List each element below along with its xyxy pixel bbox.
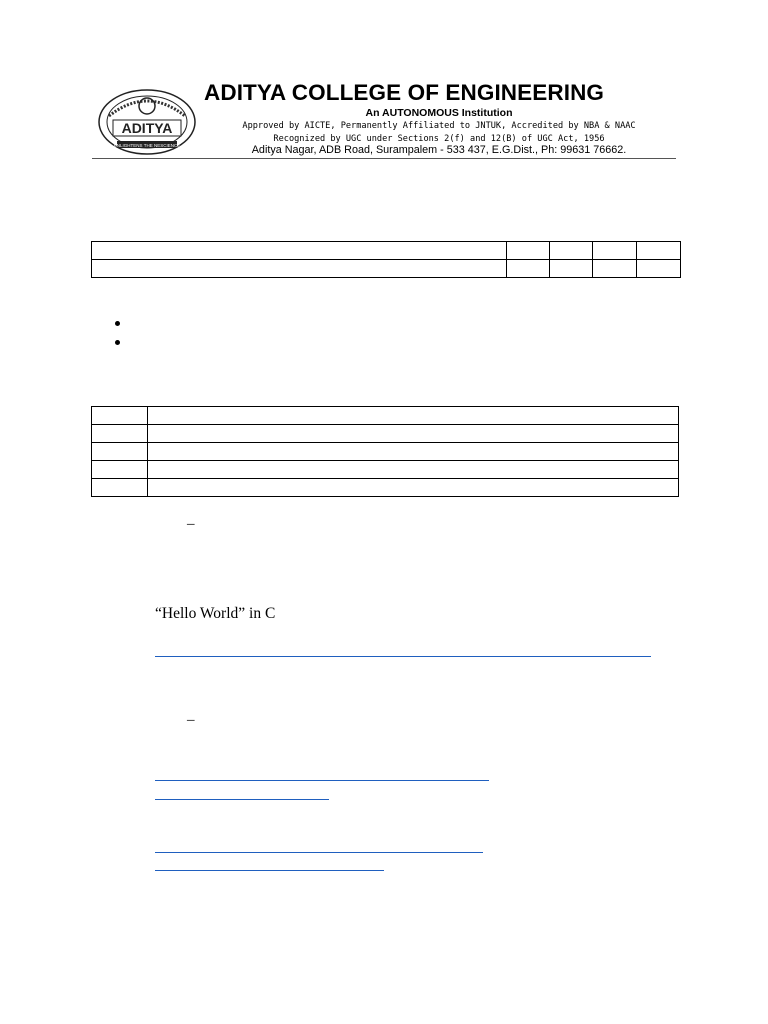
- table-cell: [92, 461, 148, 479]
- college-logo-icon: [95, 86, 199, 156]
- table-row: [92, 443, 679, 461]
- table-cell: [148, 443, 679, 461]
- table-cell: [550, 242, 593, 260]
- table-cell: [92, 407, 148, 425]
- hyperlink[interactable]: [155, 656, 651, 657]
- hyperlink[interactable]: [155, 870, 384, 871]
- college-name: ADITYA COLLEGE OF ENGINEERING: [204, 80, 605, 105]
- table-row: [92, 461, 679, 479]
- hyperlink[interactable]: [155, 852, 483, 853]
- table-cell: [92, 443, 148, 461]
- table-cell: [637, 242, 681, 260]
- table-row: [92, 242, 681, 260]
- svg-text:ADITYA: ADITYA: [121, 120, 173, 136]
- table-cell: [148, 425, 679, 443]
- table-row: [92, 479, 679, 497]
- dash-marker: –: [187, 516, 195, 532]
- table-cell: [92, 260, 507, 278]
- table-cell: [148, 461, 679, 479]
- hello-world-heading: “Hello World” in C: [155, 605, 276, 622]
- approval-line-1: Approved by AICTE, Permanently Affiliated to JNTUK, Accredited by NBA & NAAC: [242, 121, 636, 131]
- hyperlink[interactable]: [155, 780, 489, 781]
- table-cell: [637, 260, 681, 278]
- table-row: [92, 407, 679, 425]
- table-cell: [593, 242, 637, 260]
- course-info-table: [91, 241, 681, 278]
- table-row: [92, 260, 681, 278]
- college-address: Aditya Nagar, ADB Road, Surampalem - 533 437, E.G.Dist., Ph: 99631 76662.: [251, 144, 627, 156]
- table-cell: [92, 479, 148, 497]
- table-cell: [92, 242, 507, 260]
- outcomes-table: [91, 406, 679, 497]
- table-cell: [507, 242, 550, 260]
- approval-text: [204, 120, 674, 146]
- letterhead: [92, 78, 676, 159]
- approval-line-2: Recognized by UGC under Sections 2(f) and 12(B) of UGC Act, 1956: [273, 134, 605, 144]
- hyperlink[interactable]: [155, 799, 329, 800]
- table-cell: [148, 479, 679, 497]
- table-cell: [507, 260, 550, 278]
- institution-type: An AUTONOMOUS Institution: [365, 107, 513, 119]
- table-cell: [593, 260, 637, 278]
- svg-text:ENLIGHTENS THE NESCIENCE: ENLIGHTENS THE NESCIENCE: [113, 143, 181, 148]
- table-cell: [92, 425, 148, 443]
- table-row: [92, 425, 679, 443]
- table-cell: [148, 407, 679, 425]
- table-cell: [550, 260, 593, 278]
- dash-marker: –: [187, 712, 195, 728]
